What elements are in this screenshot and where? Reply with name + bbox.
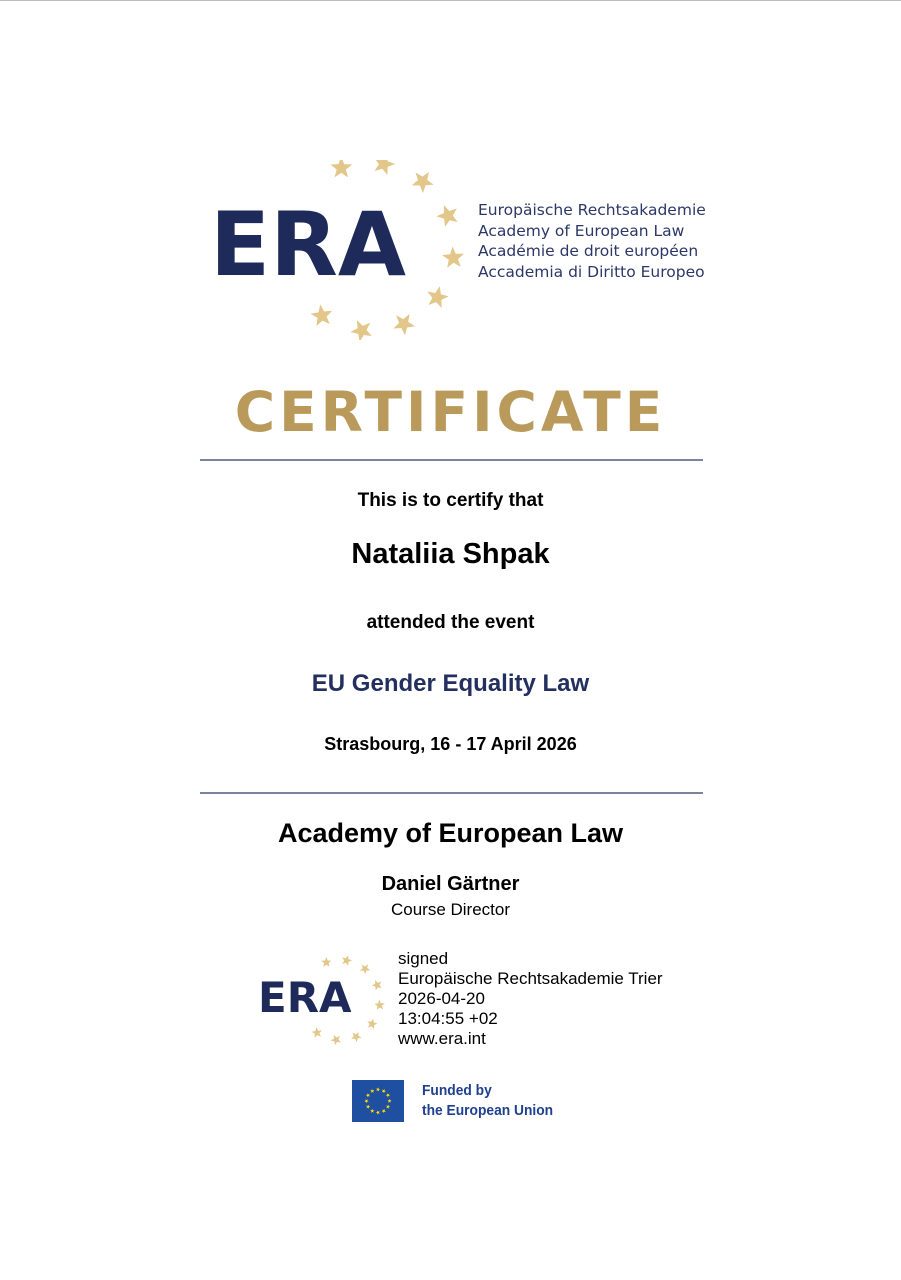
signature-time: 13:04:55 +02 [398,1009,498,1028]
signature-era-seal [255,948,395,1048]
tagline-german: Europäische Rechtsakademie [478,201,706,219]
director-role: Course Director [390,900,511,919]
funded-eu-line: the European Union [422,1102,554,1119]
eu-flag-icon [352,1080,404,1122]
signature-website: www.era.int [398,1029,486,1048]
signature-status: signed [398,949,449,968]
seal-wordmark: ERA [258,973,352,1022]
event-place-date: Strasbourg, 16 - 17 April 2026 [324,734,577,754]
digital-signature-block [398,949,663,1049]
certificate-title: CERTIFICATE [234,380,667,444]
event-title: EU Gender Equality Law [311,670,590,697]
funding-notice [422,1081,553,1121]
bottom-divider [200,792,703,794]
funded-by-line: Funded by [422,1082,492,1099]
top-border-line [0,0,901,1]
director-name: Daniel Gärtner [381,873,520,895]
issuer-organization: Academy of European Law [277,818,624,848]
era-tagline [478,200,706,282]
recipient-name: Nataliia Shpak [351,538,550,570]
signature-signer: Europäische Rechtsakademie Trier [398,969,663,988]
era-wordmark: ERA [210,193,406,296]
attended-text: attended the event [366,612,535,633]
tagline-english: Academy of European Law [478,221,685,240]
top-divider [200,459,703,461]
tagline-french: Académie de droit européen [478,242,699,260]
certify-intro: This is to certify that [357,490,544,511]
signature-date: 2026-04-20 [398,989,485,1008]
tagline-italian: Accademia di Diritto Europeo [478,262,705,281]
